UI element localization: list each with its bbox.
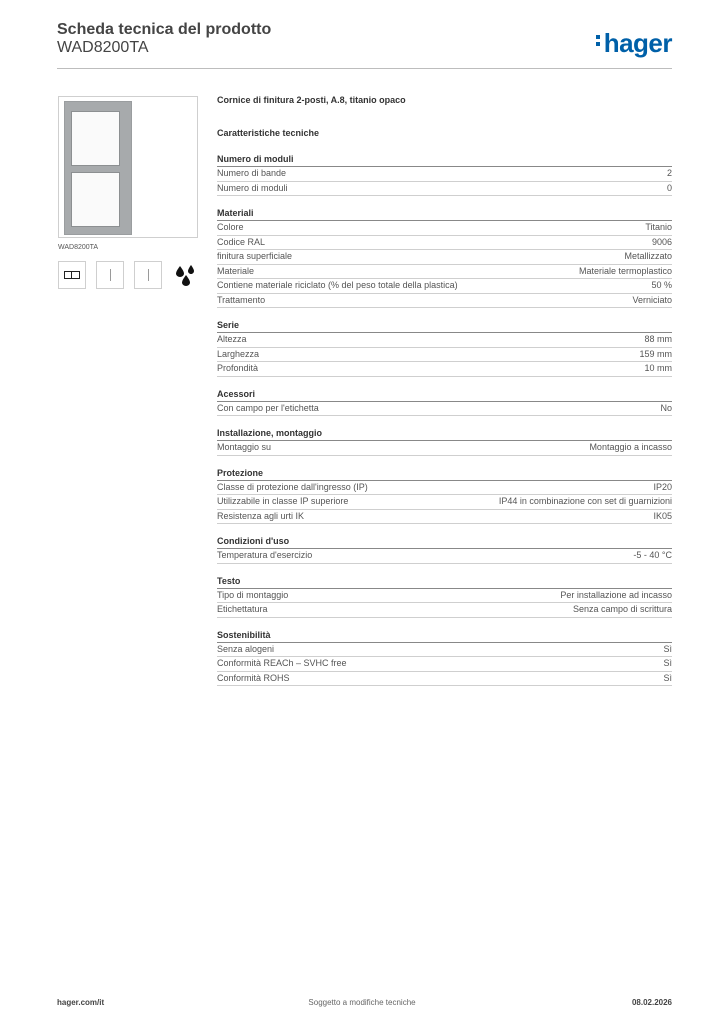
spec-label: finitura superficiale bbox=[217, 251, 293, 261]
hager-logo[interactable] bbox=[596, 28, 672, 59]
spec-row bbox=[217, 362, 672, 377]
spec-section bbox=[217, 428, 672, 456]
spec-label: Larghezza bbox=[217, 348, 260, 359]
section-title: Acessori bbox=[217, 389, 672, 402]
spec-value: -5 - 40 °C bbox=[633, 550, 672, 560]
spec-section bbox=[217, 468, 672, 525]
spec-label: Materiale bbox=[217, 265, 255, 276]
spec-value: Verniciato bbox=[632, 294, 672, 305]
spec-section bbox=[217, 576, 672, 618]
section-title: Installazione, montaggio bbox=[217, 428, 672, 441]
logo-dots-icon bbox=[596, 32, 601, 49]
spec-label: Contiene materiale riciclato (% del peso totale della plastica) bbox=[217, 280, 458, 290]
spec-label: Utilizzabile in classe IP superiore bbox=[217, 496, 349, 506]
spec-row bbox=[217, 294, 672, 309]
section-title: Materiali bbox=[217, 208, 672, 221]
spec-row bbox=[217, 603, 672, 618]
spec-value: Sì bbox=[663, 643, 672, 654]
spec-row bbox=[217, 495, 672, 510]
water-drops-icon bbox=[172, 261, 200, 289]
spec-value: 2 bbox=[666, 168, 672, 178]
spec-label: Conformità REACh – SVHC free bbox=[217, 658, 347, 668]
spec-label: Profondità bbox=[217, 363, 259, 373]
spec-row bbox=[217, 221, 672, 236]
spec-value: Per installazione ad incasso bbox=[560, 589, 672, 600]
spec-value: 159 mm bbox=[639, 348, 672, 359]
spec-row bbox=[217, 182, 672, 197]
spec-section bbox=[217, 389, 672, 417]
section-title: Protezione bbox=[217, 468, 672, 481]
section-title: Testo bbox=[217, 576, 672, 589]
two-module-icon bbox=[58, 261, 86, 289]
section-title: Numero di moduli bbox=[217, 154, 672, 167]
divider-line-icon bbox=[134, 261, 162, 289]
spec-row bbox=[217, 167, 672, 182]
spec-section bbox=[217, 320, 672, 377]
spec-sections bbox=[217, 154, 672, 686]
product-name: Cornice di finitura 2-posti, A.8, titanio opaco bbox=[217, 95, 406, 105]
plate-opening-top bbox=[71, 111, 120, 166]
spec-row bbox=[217, 279, 672, 294]
spec-label: Con campo per l'etichetta bbox=[217, 402, 319, 413]
spec-value: Titanio bbox=[645, 222, 672, 232]
spec-row bbox=[217, 265, 672, 280]
spec-row bbox=[217, 549, 672, 564]
product-code: WAD8200TA bbox=[57, 39, 149, 56]
spec-row bbox=[217, 441, 672, 456]
spec-row bbox=[217, 481, 672, 496]
spec-row bbox=[217, 250, 672, 265]
spec-row bbox=[217, 348, 672, 363]
spec-value: 50 % bbox=[651, 280, 672, 290]
spec-section bbox=[217, 208, 672, 308]
spec-value: 88 mm bbox=[644, 334, 672, 344]
spec-value: Sì bbox=[663, 658, 672, 668]
spec-row bbox=[217, 236, 672, 251]
spec-label: Senza alogeni bbox=[217, 643, 275, 654]
spec-label: Codice RAL bbox=[217, 236, 266, 247]
spec-value: Materiale termoplastico bbox=[578, 265, 672, 276]
spec-row bbox=[217, 510, 672, 525]
spec-section bbox=[217, 154, 672, 196]
spec-label: Temperatura d'esercizio bbox=[217, 550, 313, 560]
spec-value: Sì bbox=[663, 672, 672, 683]
spec-row bbox=[217, 643, 672, 658]
spec-value: Senza campo di scrittura bbox=[572, 604, 672, 614]
spec-label: Montaggio su bbox=[217, 442, 272, 452]
spec-row bbox=[217, 672, 672, 687]
spec-label: Numero di moduli bbox=[217, 182, 288, 193]
spec-label: Colore bbox=[217, 222, 244, 232]
spec-label: Conformità ROHS bbox=[217, 672, 290, 683]
spec-value: 10 mm bbox=[644, 363, 672, 373]
spec-value: Montaggio a incasso bbox=[589, 442, 672, 452]
spec-label: Resistenza agli urti IK bbox=[217, 510, 305, 521]
header-divider bbox=[57, 68, 672, 69]
plate-opening-bottom bbox=[71, 172, 120, 227]
spec-section bbox=[217, 536, 672, 564]
characteristics-heading: Caratteristiche tecniche bbox=[217, 128, 320, 138]
footer-website-link[interactable]: hager.com/it bbox=[57, 998, 105, 1007]
section-title: Serie bbox=[217, 320, 672, 333]
section-title: Sostenibilità bbox=[217, 630, 672, 643]
spec-value: IK05 bbox=[653, 510, 672, 521]
spec-row bbox=[217, 333, 672, 348]
spec-label: Classe di protezione dall'ingresso (IP) bbox=[217, 481, 368, 492]
spec-label: Tipo di montaggio bbox=[217, 589, 289, 600]
product-image bbox=[58, 96, 198, 238]
spec-row bbox=[217, 589, 672, 604]
spec-label: Etichettatura bbox=[217, 604, 268, 614]
footer-note: Soggetto a modifiche tecniche bbox=[308, 998, 416, 1007]
spec-content bbox=[217, 95, 672, 686]
divider-line-icon bbox=[96, 261, 124, 289]
spec-value: No bbox=[660, 402, 672, 413]
spec-value: 0 bbox=[666, 182, 672, 193]
spec-label: Trattamento bbox=[217, 294, 266, 305]
frame-plate bbox=[64, 101, 132, 235]
footer-date: 08.02.2026 bbox=[631, 998, 672, 1007]
logo-text: hager bbox=[603, 28, 672, 58]
spec-value: Metallizzato bbox=[624, 251, 672, 261]
spec-value: 9006 bbox=[651, 236, 672, 247]
image-caption: WAD8200TA bbox=[58, 244, 99, 251]
spec-value: IP44 in combinazione con set di guarnizioni bbox=[498, 496, 672, 506]
section-title: Condizioni d'uso bbox=[217, 536, 672, 549]
spec-row bbox=[217, 657, 672, 672]
page-title: Scheda tecnica del prodotto bbox=[57, 21, 272, 38]
spec-value: IP20 bbox=[653, 481, 672, 492]
spec-section bbox=[217, 630, 672, 687]
spec-label: Altezza bbox=[217, 334, 247, 344]
spec-row bbox=[217, 402, 672, 417]
spec-label: Numero di bande bbox=[217, 168, 287, 178]
